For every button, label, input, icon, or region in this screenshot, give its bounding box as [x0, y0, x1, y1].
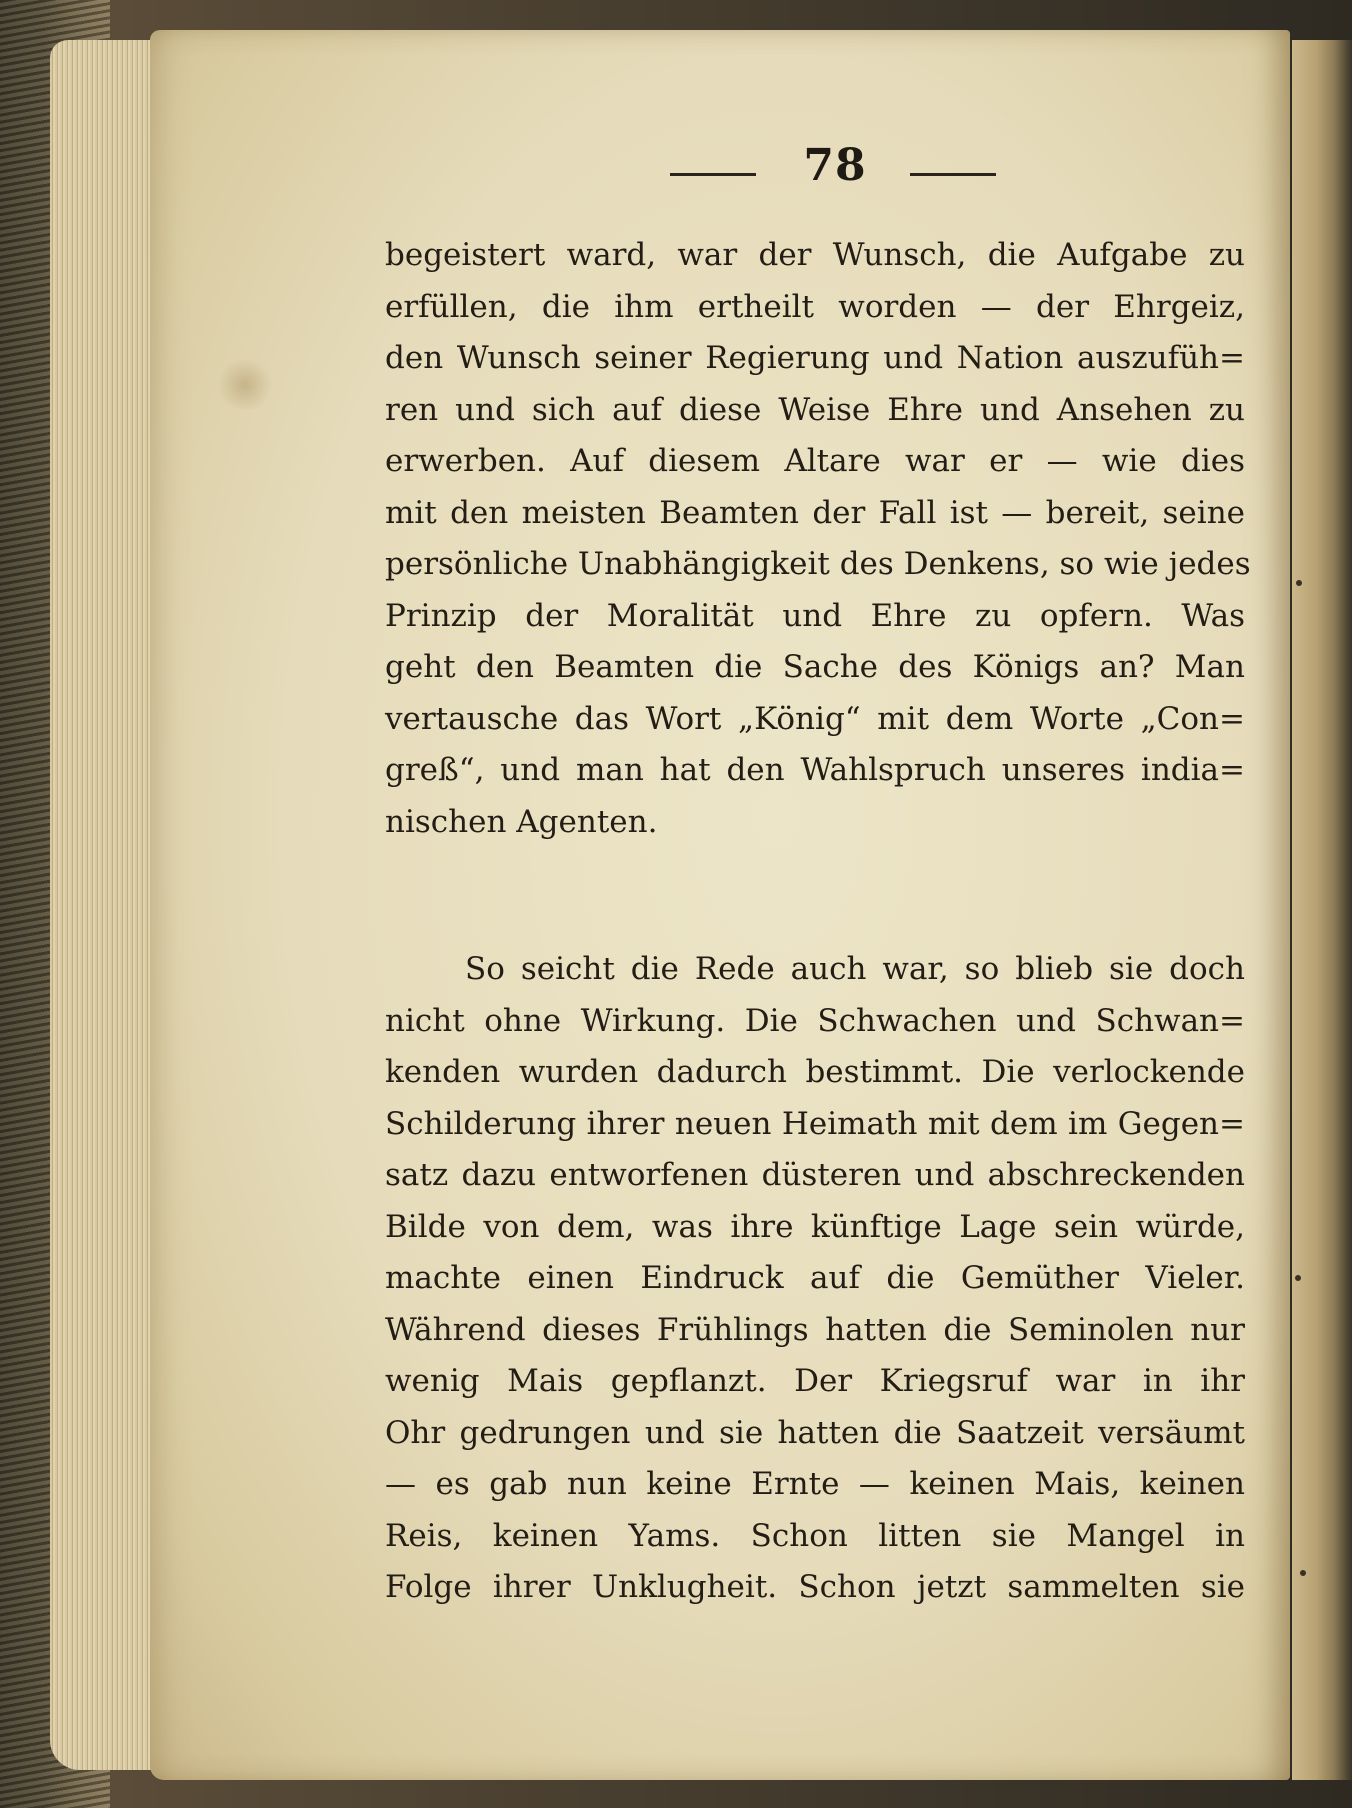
text-line: mit den meisten Beamten der Fall ist — bereit, seine: [385, 494, 1245, 531]
text-line: — es gab nun keine Ernte — keinen Mais, keinen: [385, 1466, 1245, 1502]
text-line: greß“, und man hat den Wahlspruch unseres india=: [385, 752, 1245, 788]
header-rule-left: [670, 173, 756, 176]
text-line: Bilde von dem, was ihre künftige Lage sein würde,: [385, 1208, 1245, 1245]
paragraph-1: [385, 230, 1251, 848]
text-line: nicht ohne Wirkung. Die Schwachen und Schwan=: [385, 1002, 1245, 1039]
text-line: persönliche Unabhängigkeit des Denkens, so wie jedes: [385, 546, 1251, 582]
text-line: den Wunsch seiner Regierung und Nation auszufüh=: [385, 340, 1245, 376]
text-line: Reis, keinen Yams. Schon litten sie Mangel in: [385, 1517, 1245, 1554]
text-line: vertausche das Wort „König“ mit dem Worte „Con=: [385, 700, 1245, 737]
text-line: begeistert ward, war der Wunsch, die Aufgabe zu: [385, 237, 1245, 273]
ink-speck: [1300, 1570, 1306, 1576]
text-line: machte einen Eindruck auf die Gemüther Vieler.: [385, 1260, 1245, 1296]
body-text: [385, 230, 1251, 1614]
text-line: geht den Beamten die Sache des Königs an? Man: [385, 649, 1245, 685]
text-line: erwerben. Auf diesem Altare war er — wie dies: [385, 443, 1245, 479]
text-line: Prinzip der Moralität und Ehre zu opfern. Was: [385, 597, 1245, 634]
page-number: 78: [803, 140, 867, 191]
text-line: satz dazu entworfenen düsteren und abschreckenden: [385, 1157, 1245, 1193]
text-line: erfüllen, die ihm ertheilt worden — der Ehrgeiz,: [385, 288, 1245, 325]
paragraph-2: [385, 944, 1245, 1614]
text-line: ren und sich auf diese Weise Ehre und Ansehen zu: [385, 391, 1245, 428]
text-line: So seicht die Rede auch war, so blieb sie doch: [465, 951, 1245, 987]
header-rule-right: [910, 173, 996, 176]
text-line: Ohr gedrungen und sie hatten die Saatzeit versäumt: [385, 1414, 1245, 1451]
text-line: kenden wurden dadurch bestimmt. Die verlockende: [385, 1054, 1245, 1090]
text-line: Schilderung ihrer neuen Heimath mit dem im Gegen=: [385, 1105, 1245, 1142]
text-line: wenig Mais gepflanzt. Der Kriegsruf war in ihr: [385, 1363, 1245, 1399]
facing-page-edge: [1292, 40, 1352, 1780]
text-line: nischen Agenten.: [385, 803, 658, 840]
paragraph-gap: [385, 848, 1245, 944]
ink-speck: [1296, 580, 1302, 586]
text-line: Während dieses Frühlings hatten die Seminolen nur: [385, 1311, 1245, 1348]
text-line: Folge ihrer Unklugheit. Schon jetzt sammelten sie: [385, 1569, 1245, 1605]
ink-speck: [1295, 1275, 1301, 1281]
page-header: [660, 140, 1000, 200]
page-stain: [215, 360, 275, 410]
